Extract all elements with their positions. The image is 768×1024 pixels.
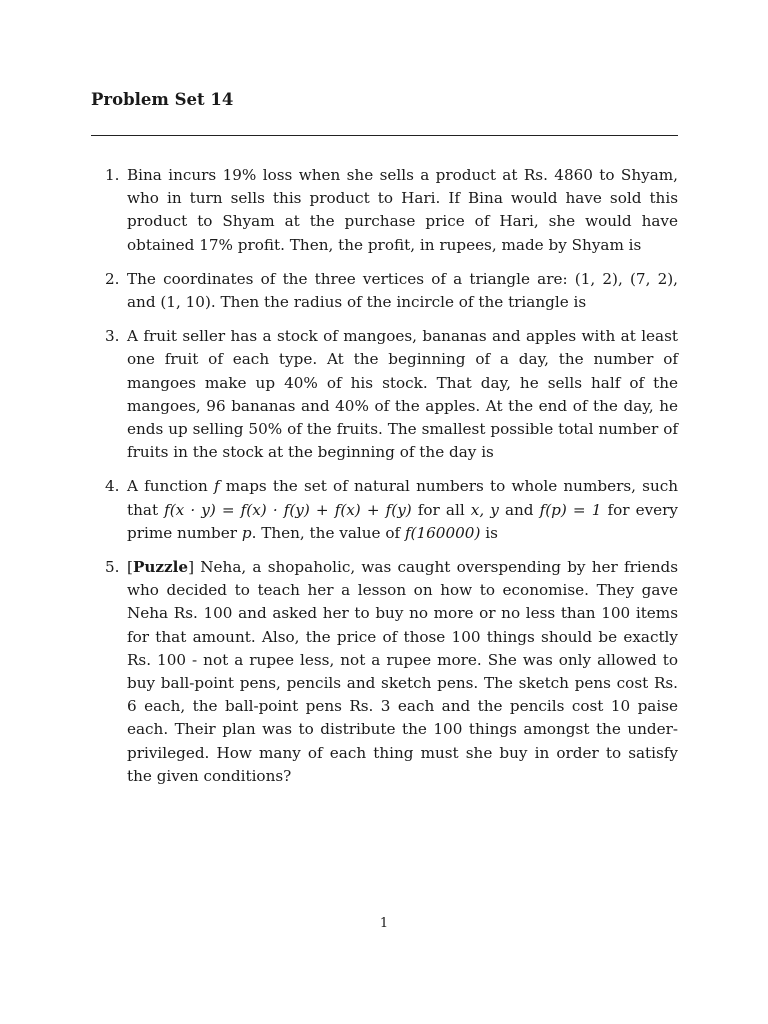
problem-number: 4.: [105, 477, 120, 496]
math-expression: f: [213, 477, 220, 496]
title-divider: [91, 135, 678, 136]
problem-text-segment: Neha, a shopaholic, was caught overspending by her friends who decided to teach her a lesson on how to economise. They gave Neha Rs. 100 and asked her to buy no more or no less than 100 items for that amount. Also, the price of those 100 things should be exactly Rs. 100 - not a rupee less, not a rupee more. She was only allowed to buy ball-point pens, pencils and sketch pens. The sketch pens cost Rs. 6 each, the ball-point pens Rs. 3 each and the pencils cost 10 paise each. Their plan was to distribute the 100 things amongst the under-privileged. How many of each thing must she buy in order to satisfy the given conditions?: [127, 558, 678, 785]
problem-text-segment: . Then, the value of: [251, 523, 405, 542]
problem-number: 3.: [105, 327, 120, 346]
math-expression: f(p) = 1: [539, 500, 602, 519]
bracket: ]: [188, 558, 195, 577]
problem-text-segment: is: [480, 523, 498, 542]
problem-text-segment: for every prime number: [127, 500, 678, 542]
math-expression: f(x · y) = f(x) · f(y) + f(x) + f(y): [164, 500, 412, 519]
bracket: [: [127, 558, 133, 577]
problem-text: The coordinates of the three vertices of a triangle are: (1, 2), (7, 2), and (1, 10). Then the radius of the incircle of the triangle is: [127, 269, 678, 312]
problem-item: [91, 556, 678, 788]
problem-number: 5.: [105, 558, 120, 577]
problem-item: [91, 268, 678, 314]
problem-number: 2.: [105, 269, 120, 288]
puzzle-label: Puzzle: [132, 558, 189, 577]
problem-item: [91, 325, 678, 464]
problem-text-segment: maps the set of natural numbers to whole numbers, such that: [127, 477, 679, 519]
problem-text-segment: A function: [127, 477, 214, 496]
problem-item: [91, 164, 678, 257]
math-expression: x, y: [470, 500, 499, 519]
problem-text: Bina incurs 19% loss when she sells a product at Rs. 4860 to Shyam, who in turn sells this product to Hari. If Bina would have sold this product to Shyam at the purchase price of Hari, she would have obtained 17% profit. Then, the profit, in rupees, made by Shyam is: [127, 166, 678, 254]
problem-list: [91, 164, 678, 799]
problem-text: [127, 556, 678, 788]
problem-number: 1.: [105, 166, 120, 184]
problem-text-segment: for all: [411, 500, 471, 519]
page-title: Problem Set 14: [91, 90, 234, 109]
problem-text: [127, 475, 678, 545]
math-expression: p: [241, 523, 252, 542]
problem-text: A fruit seller has a stock of mangoes, bananas and apples with at least one fruit of each type. At the beginning of a day, the number of mangoes make up 40% of his stock. That day, he sells half of the mangoes, 96 bananas and 40% of the apples. At the end of the day, he ends up selling 50% of the fruits. The smallest possible total number of fruits in the stock at the beginning of the day is: [127, 327, 678, 462]
page-number: 1: [379, 916, 389, 931]
math-expression: f(160000): [404, 523, 481, 542]
problem-text-segment: and: [498, 500, 540, 519]
problem-item: [91, 475, 678, 545]
